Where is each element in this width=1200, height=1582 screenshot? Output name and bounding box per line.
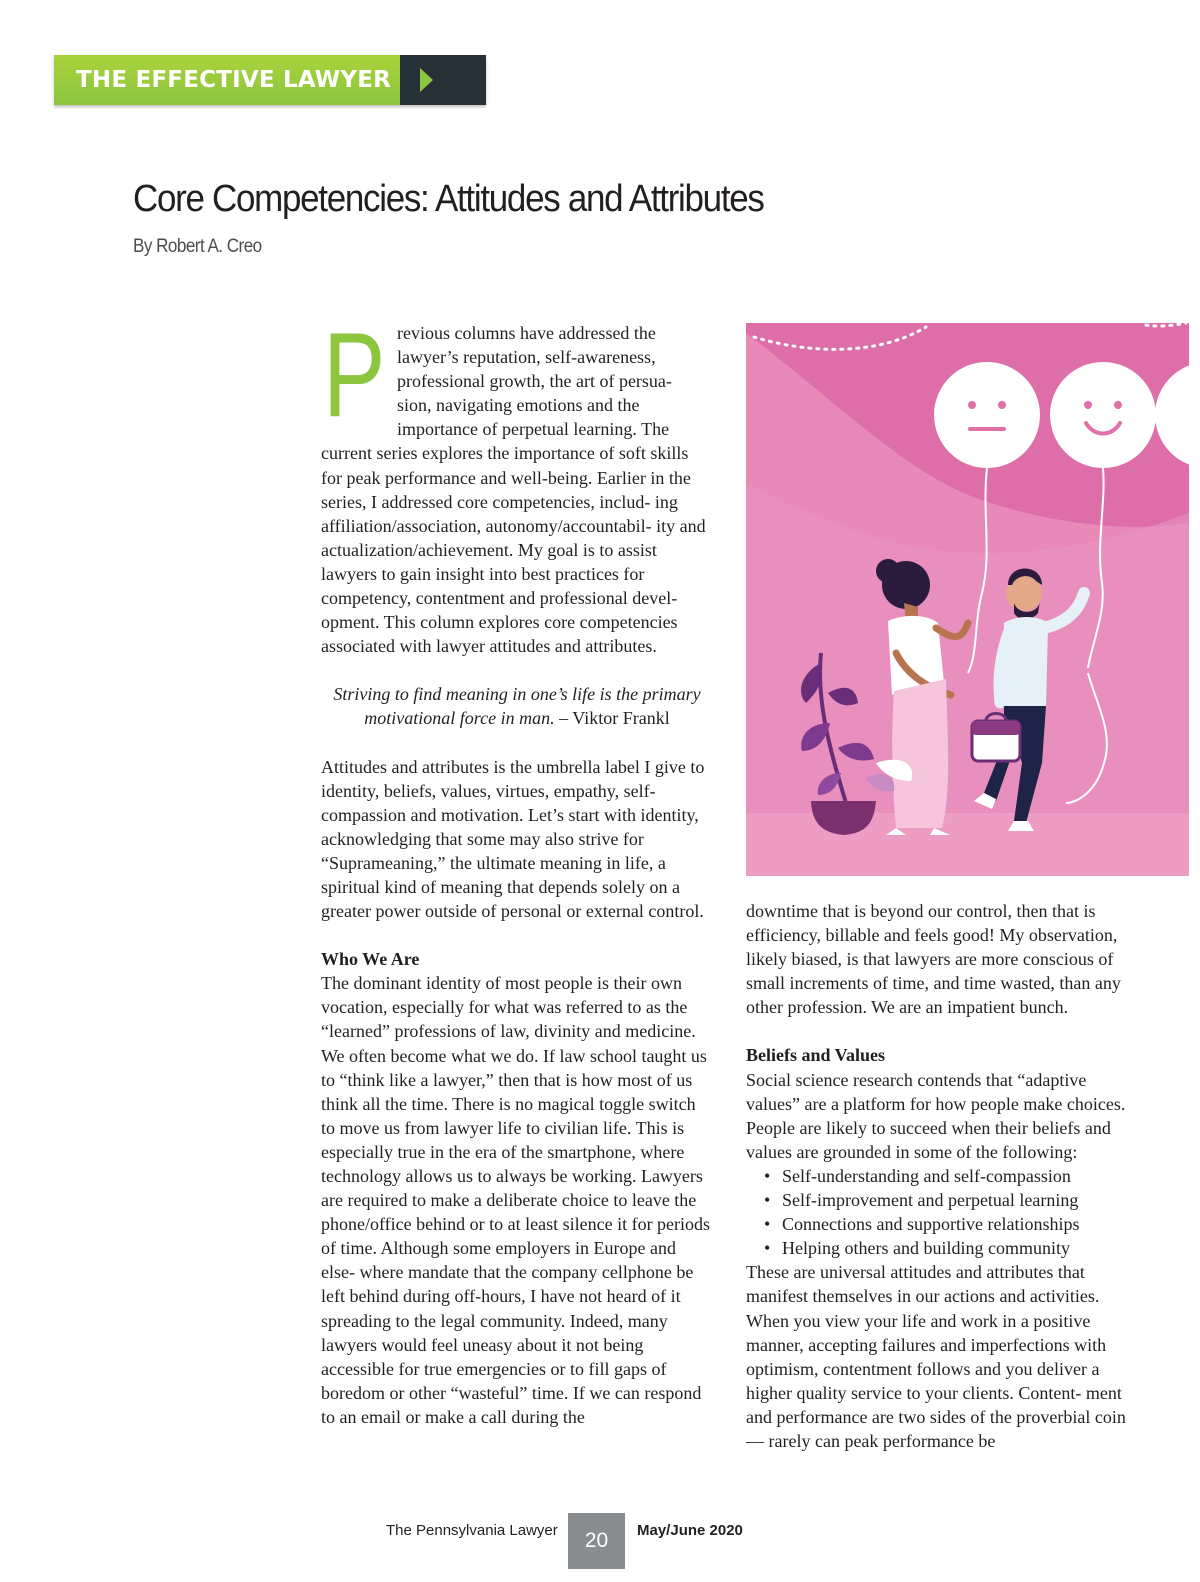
article-byline: By Robert A. Creo [133, 236, 262, 257]
paragraph-downtime: downtime that is beyond our control, then that is efficiency, billable and feels good! My observation, likely biased, is that lawyers are more conscious of small increments of time, and time wasted, than any other profession. We are an impatient bunch. [746, 901, 1121, 1018]
quote-attribution: – Viktor Frankl [559, 708, 670, 729]
paragraph-attitudes: Attitudes and attributes is the umbrella label I give to identity, beliefs, values, virtues, empathy, self-compassion and motivation. Let’s start with identity, acknowledging that some may also strive for “Suprameaning,” the ultimate meaning in life, a spiritual kind of meaning that depends solely on a greater power outside of personal or external control. [321, 756, 705, 922]
heading-beliefs-and-values: Beliefs and Values [746, 1045, 886, 1066]
article-title: Core Competencies: Attitudes and Attributes [133, 178, 764, 220]
intro-line: sion, navigating emotions and the [397, 395, 640, 416]
pull-quote [321, 682, 713, 730]
intro-line: importance of perpetual learning. The [397, 419, 670, 440]
page-number: 20 [568, 1513, 625, 1569]
list-item: • Connections and supportive relationships [762, 1212, 1141, 1236]
list-item: • Self-understanding and self-compassion [762, 1164, 1141, 1188]
briefcase-icon [972, 714, 1020, 762]
illustration [746, 323, 1189, 876]
intro-line: professional growth, the art of persua- [397, 371, 672, 392]
section-tab [54, 55, 486, 105]
paragraph-beliefs: Social science research contends that “adaptive values” are a platform for how people make choices. People are likely to succeed when their beliefs and values are grounded in some of the following: [746, 1069, 1126, 1162]
play-arrow-icon [420, 68, 433, 92]
paragraph-universal: These are universal attitudes and attributes that manifest themselves in our actions and activities. When you view your life and work in a positive manner, accepting failures and imperfections with optimism, contentment follows and you deliver a higher quality service to your clients. Content- ment and performance are two sides of the proverbial coin — rarely can peak performance be [746, 1262, 1126, 1451]
intro-line: lawyer’s reputation, self-awareness, [397, 347, 656, 368]
bullet-list [746, 1164, 1141, 1260]
list-item: • Self-improvement and perpetual learning [762, 1188, 1141, 1212]
section-label-box [54, 55, 400, 105]
intro-line: revious columns have addressed the [397, 323, 656, 343]
footer-issue-date: May/June 2020 [637, 1522, 743, 1539]
article-column-left [321, 308, 713, 1429]
article-column-right [746, 899, 1141, 1453]
heading-who-we-are: Who We Are [321, 949, 420, 970]
section-label: THE EFFECTIVE LAWYER [76, 67, 392, 93]
drop-cap: P [323, 308, 386, 442]
section-arrow-box [400, 55, 486, 105]
quote-text: Striving to find meaning in one’s life is the primary motivational force in man. [333, 684, 701, 729]
intro-paragraph: current series explores the importance of soft skills for peak performance and well-being. Earlier in the series, I addressed core competencies, includ- ing affiliation/association, autonomy/accountabil- ity and actualization/achievement. My goal is to assist lawyers to gain insight into best practices for competency, contentment and professional devel- opment. This column explores core competencies associated with lawyer attitudes and attributes. [321, 443, 706, 657]
list-item: • Helping others and building community [762, 1236, 1141, 1260]
footer-publication: The Pennsylvania Lawyer [386, 1522, 558, 1539]
paragraph-who-we-are: The dominant identity of most people is their own vocation, especially for what was referred to as the “learned” professions of law, divinity and medicine. We often become what we do. If law school taught us to “think like a lawyer,” then that is how most of us think all the time. There is no magical toggle switch to move us from lawyer life to civilian life. This is especially true in the era of the smartphone, where technology allows us to always be working. Lawyers are required to make a deliberate choice to leave the phone/office behind or to at least silence it for periods of time. Although some employers in Europe and else- where mandate that the company cellphone be left behind during off-hours, I have not heard of it spreading to the legal community. Indeed, many lawyers would feel uneasy about it not being accessible for true emergencies or to fill gaps of boredom or other “wasteful” time. If we can respond to an email or make a call during the [321, 973, 711, 1427]
